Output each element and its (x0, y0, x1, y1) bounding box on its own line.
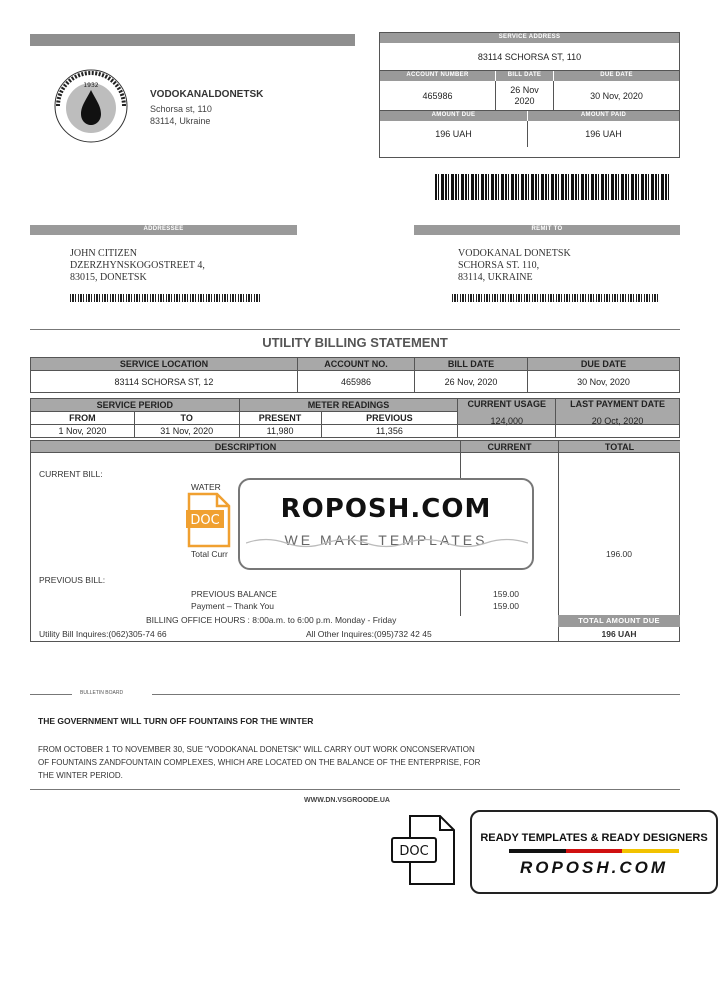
total-value: 196.00 (606, 549, 632, 559)
from-label: FROM (31, 412, 135, 425)
bulletin-line3: THE WINTER PERIOD. (38, 771, 123, 780)
company-city: 83114, Ukraine (150, 116, 211, 126)
doc-file-icon (186, 492, 232, 548)
inquiries-left: Utility Bill Inquires:(062)305-74 66 (39, 629, 167, 639)
amount-due-label: AMOUNT DUE (380, 111, 528, 121)
current-usage: 124,000 (458, 415, 556, 428)
addressee-label: ADDRESSEE (30, 225, 297, 235)
total-amount-due-label: TOTAL AMOUNT DUE (558, 615, 680, 627)
addressee-city: 83015, DONETSK (70, 272, 147, 283)
water-label: WATER (191, 482, 221, 492)
remit-postal-barcode (452, 294, 658, 302)
amount-paid-label: AMOUNT PAID (528, 111, 679, 121)
watermark-brand: ROPOSH.COM (280, 494, 492, 524)
bulletin-headline: THE GOVERNMENT WILL TURN OFF FOUNTAINS FOR THE WINTER (38, 716, 314, 726)
promo-doc-label: DOC (399, 844, 429, 859)
due-date: 30 Nov, 2020 (590, 91, 643, 101)
amount-due: 196 UAH (380, 121, 528, 147)
previous-bill-label: PREVIOUS BILL: (39, 575, 106, 585)
logo-year: 1932 (83, 82, 99, 89)
website: WWW.DN.VSGROODE.UA (304, 797, 390, 804)
total-current-label: Total Curr (191, 549, 228, 559)
period-to: 31 Nov, 2020 (134, 425, 239, 438)
last-payment-label: LAST PAYMENT DATE (556, 399, 680, 425)
barcode (435, 174, 671, 200)
total-header: TOTAL (558, 441, 680, 453)
bulletin-line-right (152, 694, 680, 695)
payment-label: Payment – Thank You (191, 601, 275, 611)
previous-balance-value: 159.00 (493, 589, 519, 599)
current-header: CURRENT (460, 441, 558, 453)
account-number-label: ACCOUNT NUMBER (380, 71, 496, 81)
period-from: 1 Nov, 2020 (31, 425, 135, 438)
meter-readings-label: METER READINGS (239, 399, 458, 412)
last-payment: 20 Oct, 2020 (556, 415, 680, 428)
bulletin-line-left (30, 694, 72, 695)
meter-previous: 11,356 (321, 425, 458, 438)
present-label: PRESENT (239, 412, 321, 425)
company-street: Schorsa st, 110 (150, 104, 212, 114)
doc-icon-label: DOC (190, 513, 220, 528)
account-no: 465986 (298, 371, 415, 393)
top-summary-box (379, 32, 680, 158)
bill-date-line2: 2020 (514, 96, 535, 106)
office-hours: BILLING OFFICE HOURS : 8:00a.m. to 6:00 p.m. Monday - Friday (146, 615, 397, 625)
promo-box[interactable] (470, 810, 718, 894)
service-period-label: SERVICE PERIOD (31, 399, 240, 412)
promo-tagline: READY TEMPLATES & READY DESIGNERS (480, 832, 708, 844)
amount-paid: 196 UAH (585, 129, 622, 139)
service-address: 83114 SCHORSA ST, 110 (380, 43, 679, 71)
roposh-watermark (238, 478, 534, 570)
company-name: VODOKANALDONETSK (150, 89, 264, 100)
bill-date-header: BILL DATE (415, 358, 528, 371)
total-column-line (558, 453, 559, 641)
addressee-name: JOHN CITIZEN (70, 248, 137, 259)
inquiries-right: All Other Inquires:(095)732 42 45 (306, 629, 432, 639)
bulletin-line1: FROM OCTOBER 1 TO NOVEMBER 30, SUE "VODOKANAL DONETSK" WILL CARRY OUT WORK ONCONSERVATION (38, 745, 475, 754)
previous-label: PREVIOUS (321, 412, 458, 425)
remit-street: SCHORSA ST. 110, (458, 260, 540, 271)
addressee-postal-barcode (70, 294, 262, 302)
to-label: TO (134, 412, 239, 425)
service-location: 83114 SCHORSA ST, 12 (31, 371, 298, 393)
remit-name: VODOKANAL DONETSK (458, 248, 571, 259)
promo-doc-icon (390, 814, 458, 886)
bulletin-body (38, 743, 480, 782)
current-bill-label: CURRENT BILL: (39, 469, 103, 479)
period-table (30, 398, 680, 438)
bill-date-value: 26 Nov, 2020 (415, 371, 528, 393)
company-logo (36, 66, 146, 146)
addressee-street: DZERZHYNSKOGOSTREET 4, (70, 260, 205, 271)
previous-balance-label: PREVIOUS BALANCE (191, 589, 277, 599)
promo-flag-bar (509, 849, 679, 853)
remit-city: 83114, UKRAINE (458, 272, 533, 283)
bill-date-label: BILL DATE (496, 71, 554, 81)
statement-divider (30, 329, 680, 330)
promo-brand: ROPOSH.COM (519, 858, 669, 877)
account-number: 465986 (380, 81, 496, 110)
bulletin-label: BULLETIN BOARD (80, 690, 124, 696)
due-date-value: 30 Nov, 2020 (528, 371, 680, 393)
service-location-label: SERVICE LOCATION (31, 358, 298, 371)
account-no-label: ACCOUNT NO. (298, 358, 415, 371)
due-date-label: DUE DATE (554, 71, 679, 81)
statement-title: UTILITY BILLING STATEMENT (262, 335, 448, 350)
company-info (150, 89, 263, 126)
remit-label: REMIT TO (414, 225, 680, 235)
bulletin-line2: OF FOUNTAINS ZANDFOUNTAIN COMPLEXES, WHICH ARE LOCATED ON THE BALANCE OF THE ENTERPRISE, FOR (38, 758, 481, 767)
meter-present: 11,980 (239, 425, 321, 438)
watermark-wave (246, 536, 528, 550)
total-amount-due: 196 UAH (601, 629, 637, 639)
addressee-block (70, 248, 205, 284)
bulletin-bottom-rule (30, 789, 680, 790)
watermark-tagline: WE MAKE TEMPLATES (284, 532, 488, 548)
current-usage-label: CURRENT USAGE (458, 399, 556, 425)
service-table (30, 357, 680, 393)
bill-date-line1: 26 Nov (510, 85, 539, 95)
header-band (30, 34, 355, 46)
description-header: DESCRIPTION (31, 441, 460, 453)
due-date-header: DUE DATE (528, 358, 680, 371)
payment-value: 159.00 (493, 601, 519, 611)
service-address-label: SERVICE ADDRESS (380, 33, 679, 43)
remit-block (458, 248, 571, 284)
